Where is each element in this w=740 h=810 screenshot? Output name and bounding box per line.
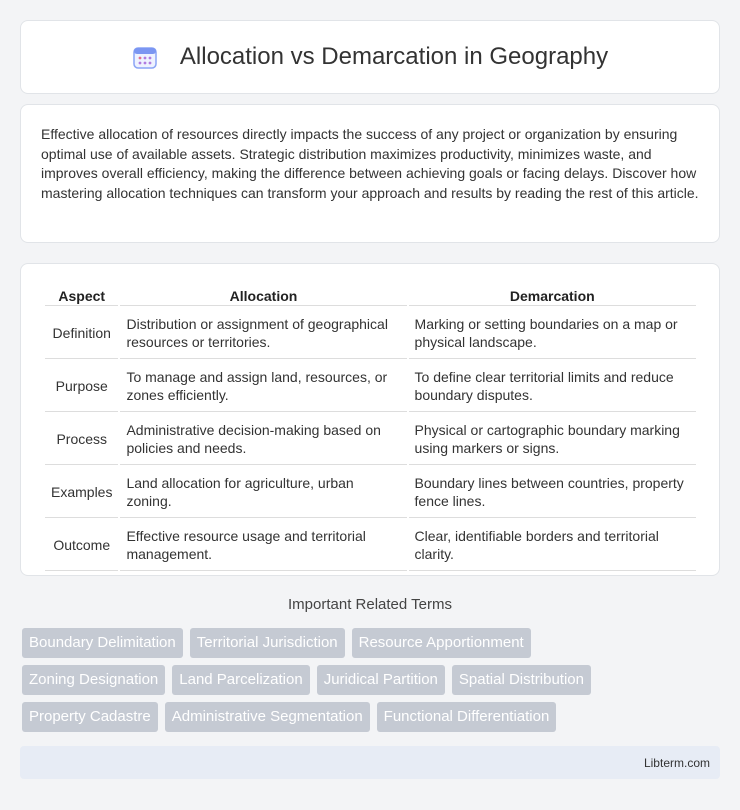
intro-text: Effective allocation of resources directly impacts the success of any project or organization by ensuring optimal use of available assets. Strategic distribution maximizes productivity, minimizes waste, and improves overall efficiency, making the difference between achieving goals or facing delays. Discover how mastering allocation techniques can transform your approach and results by reading the rest of this article. [41, 126, 699, 201]
allocation-cell: Effective resource usage and territorial management. [120, 520, 406, 571]
aspect-cell: Process [45, 414, 118, 465]
header-allocation: Allocation [120, 286, 406, 306]
tag-row [22, 665, 722, 695]
demarcation-cell: Physical or cartographic boundary marking using markers or signs. [409, 414, 696, 465]
aspect-cell: Outcome [45, 520, 118, 571]
related-term-tag[interactable]: Property Cadastre [22, 702, 158, 732]
allocation-cell: To manage and assign land, resources, or zones efficiently. [120, 361, 406, 412]
comparison-table [43, 284, 698, 573]
table-row [45, 308, 696, 359]
related-term-tag[interactable]: Administrative Segmentation [165, 702, 370, 732]
calendar-icon [132, 44, 158, 70]
footer-site-link[interactable]: Libterm.com [643, 755, 710, 770]
page-title: Allocation vs Demarcation in Geography [179, 43, 609, 70]
tag-row [22, 702, 722, 732]
related-term-tag[interactable]: Juridical Partition [317, 665, 445, 695]
comparison-table-card [20, 263, 720, 576]
related-terms-title: Important Related Terms [288, 596, 452, 613]
allocation-cell: Distribution or assignment of geographical resources or territories. [120, 308, 406, 359]
related-term-tag[interactable]: Spatial Distribution [452, 665, 591, 695]
aspect-cell: Examples [45, 467, 118, 518]
related-term-tag[interactable]: Functional Differentiation [377, 702, 557, 732]
related-term-tag[interactable]: Territorial Jurisdiction [190, 628, 345, 658]
demarcation-cell: Marking or setting boundaries on a map or physical landscape. [409, 308, 696, 359]
allocation-cell: Land allocation for agriculture, urban zoning. [120, 467, 406, 518]
header-demarcation: Demarcation [409, 286, 696, 306]
related-term-tag[interactable]: Zoning Designation [22, 665, 165, 695]
tag-row [22, 628, 722, 658]
related-term-tag[interactable]: Resource Apportionment [352, 628, 531, 658]
related-term-tag[interactable]: Land Parcelization [172, 665, 309, 695]
table-header-row [45, 286, 696, 306]
table-row [45, 520, 696, 571]
allocation-cell: Administrative decision-making based on policies and needs. [120, 414, 406, 465]
intro-card [20, 104, 720, 243]
header-card [20, 20, 720, 94]
related-term-tag[interactable]: Boundary Delimitation [22, 628, 183, 658]
header-aspect: Aspect [45, 286, 118, 306]
footer [20, 746, 720, 779]
table-row [45, 414, 696, 465]
demarcation-cell: Clear, identifiable borders and territorial clarity. [409, 520, 696, 571]
table-row [45, 361, 696, 412]
table-row [45, 467, 696, 518]
related-terms-list [22, 628, 722, 739]
demarcation-cell: To define clear territorial limits and reduce boundary disputes. [409, 361, 696, 412]
aspect-cell: Purpose [45, 361, 118, 412]
demarcation-cell: Boundary lines between countries, property fence lines. [409, 467, 696, 518]
aspect-cell: Definition [45, 308, 118, 359]
